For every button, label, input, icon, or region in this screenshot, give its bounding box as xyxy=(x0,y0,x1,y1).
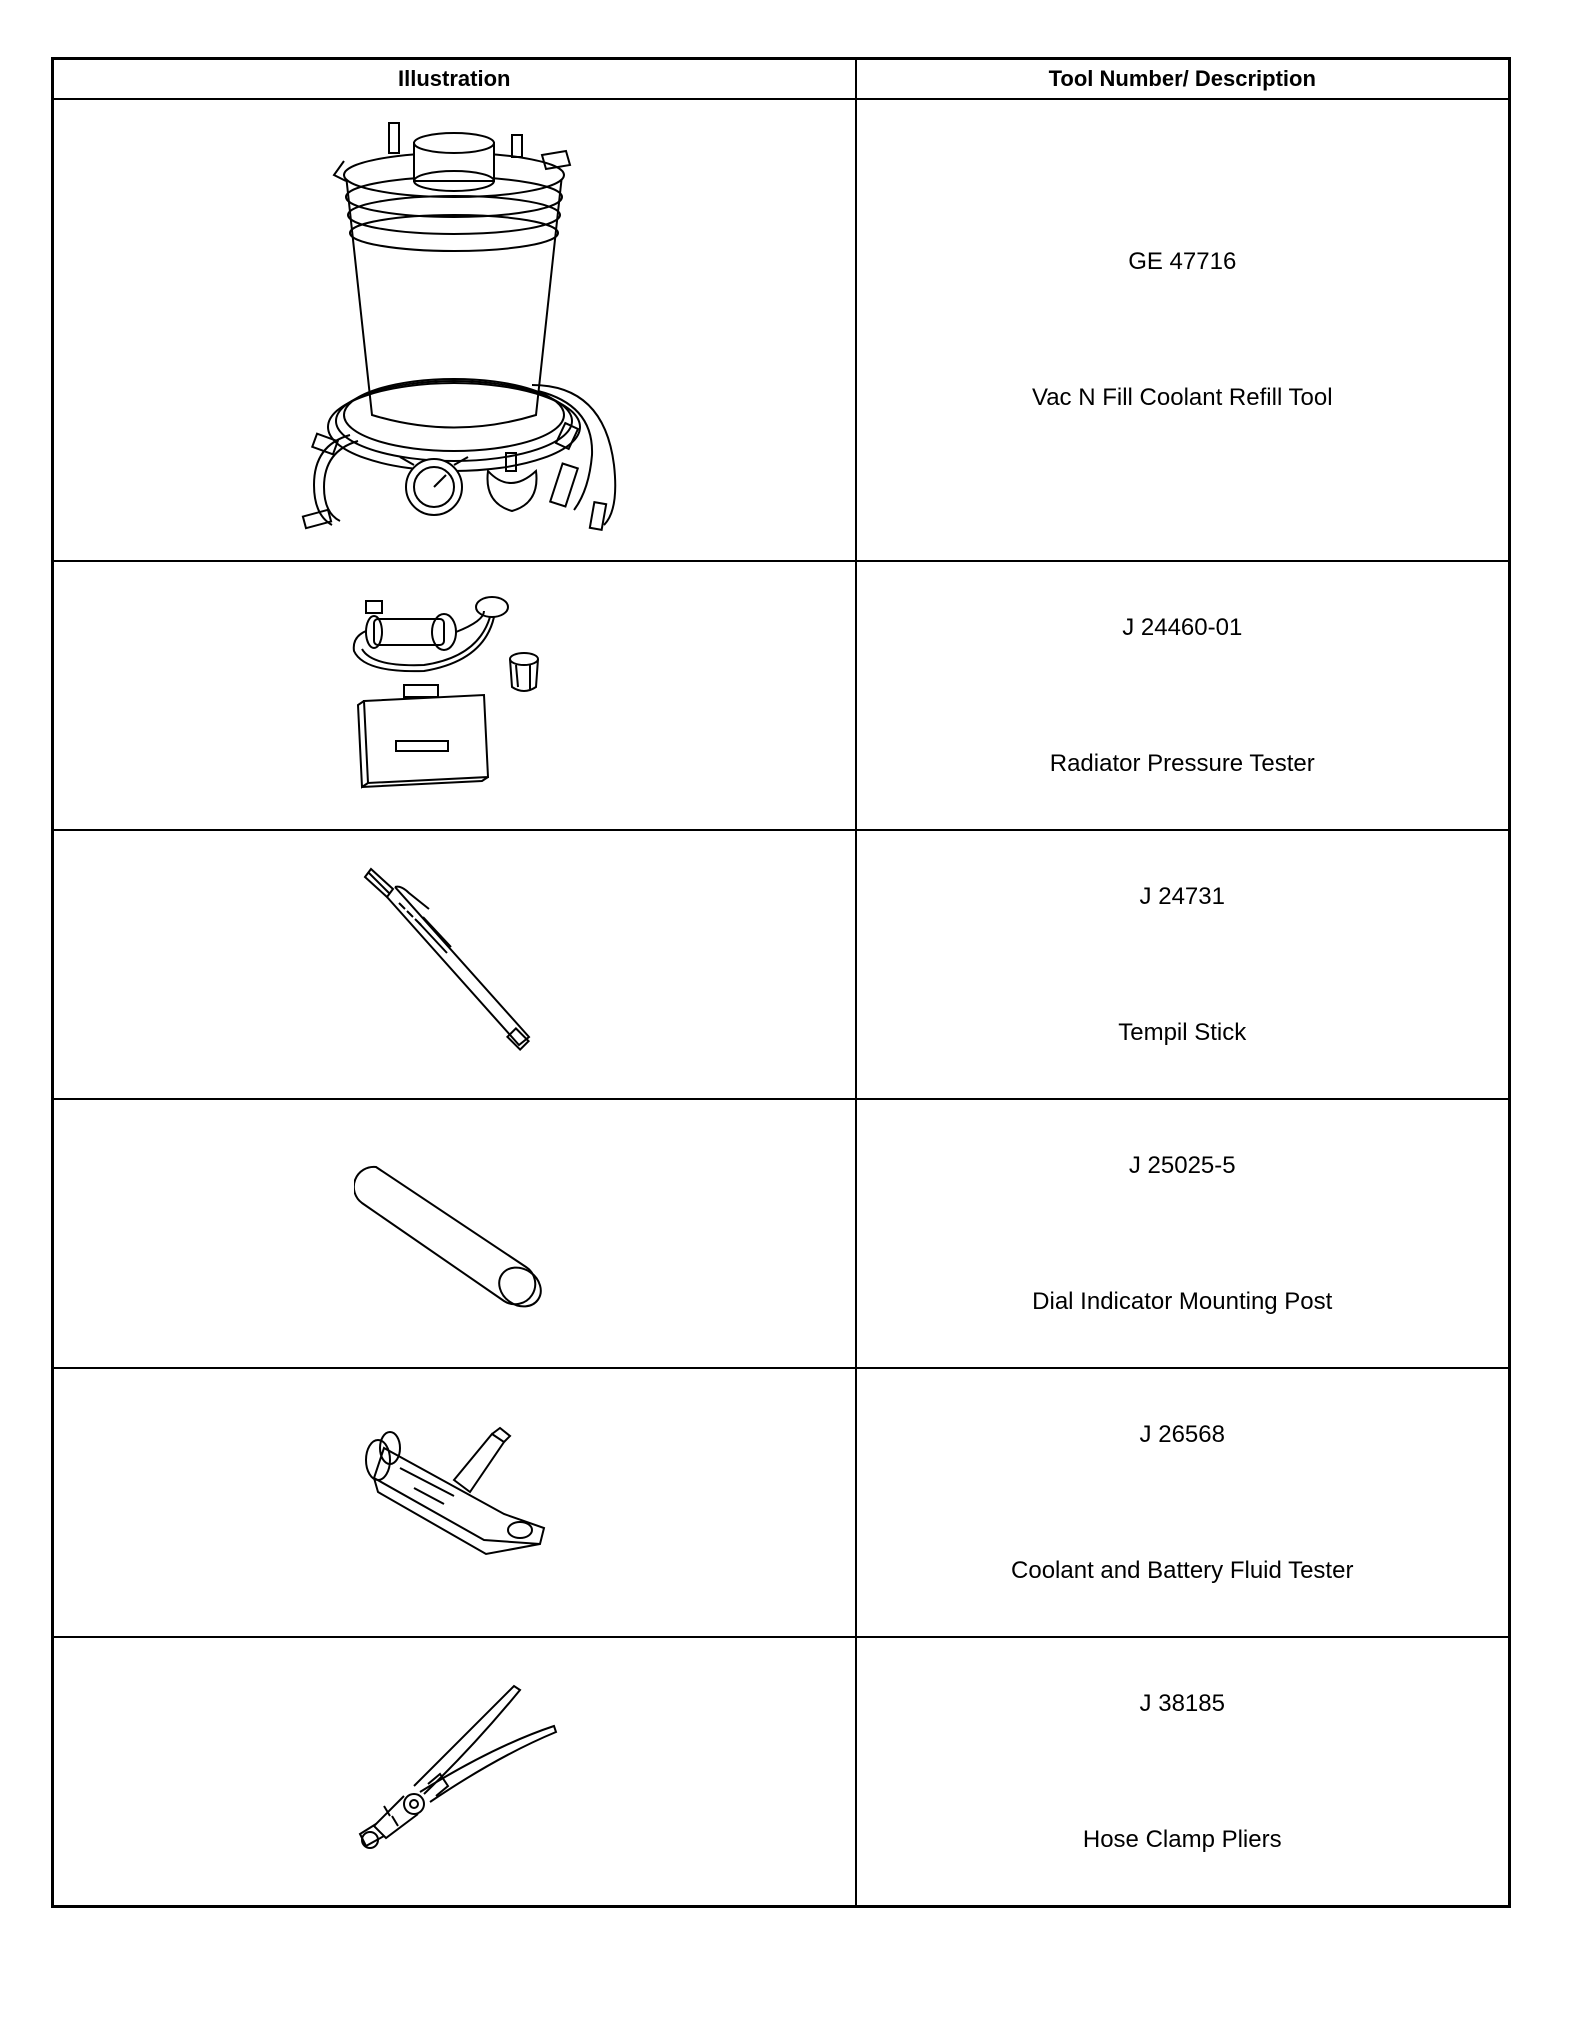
pressure-tester-kit-icon xyxy=(344,591,564,801)
tool-description: Hose Clamp Pliers xyxy=(1082,1826,1282,1853)
header-illustration: Illustration xyxy=(53,59,856,100)
tool-number: J 24460-01 xyxy=(1122,614,1243,641)
tool-description: Coolant and Battery Fluid Tester xyxy=(1011,1557,1354,1584)
table-row xyxy=(53,99,1510,561)
illustration-cell xyxy=(53,561,856,830)
illustration-cell xyxy=(53,1099,856,1368)
illustration-cell xyxy=(53,1368,856,1637)
tool-description: Radiator Pressure Tester xyxy=(1049,750,1315,777)
table-row xyxy=(53,561,1510,830)
tool-number: J 26568 xyxy=(1139,1421,1225,1448)
tool-number: J 38185 xyxy=(1139,1690,1225,1717)
illustration-cell xyxy=(53,830,856,1099)
tool-description-cell xyxy=(856,99,1510,561)
header-tool-description: Tool Number/ Description xyxy=(856,59,1510,100)
tool-description-cell xyxy=(856,1099,1510,1368)
hose-clamp-pliers-icon xyxy=(344,1676,564,1866)
table-header-row xyxy=(53,59,1510,100)
mounting-post-icon xyxy=(354,1149,554,1319)
tool-description-cell xyxy=(856,1637,1510,1906)
special-tools-table xyxy=(51,57,1511,1908)
tool-description-cell xyxy=(856,561,1510,830)
table-row xyxy=(53,1099,1510,1368)
table-row xyxy=(53,1637,1510,1906)
tool-number: J 24731 xyxy=(1139,883,1225,910)
tool-number: J 25025-5 xyxy=(1128,1152,1236,1179)
coolant-refill-tool-icon xyxy=(274,115,634,545)
tool-description: Vac N Fill Coolant Refill Tool xyxy=(1031,384,1333,411)
tool-description-cell xyxy=(856,1368,1510,1637)
fluid-tester-icon xyxy=(354,1418,554,1588)
illustration-cell xyxy=(53,99,856,561)
table-row xyxy=(53,830,1510,1099)
tool-description: Tempil Stick xyxy=(1118,1019,1247,1046)
tool-description: Dial Indicator Mounting Post xyxy=(1032,1288,1333,1315)
tool-description-cell xyxy=(856,830,1510,1099)
tool-number: GE 47716 xyxy=(1128,248,1237,275)
table-row xyxy=(53,1368,1510,1637)
illustration-cell xyxy=(53,1637,856,1906)
tempil-stick-icon xyxy=(359,865,549,1065)
